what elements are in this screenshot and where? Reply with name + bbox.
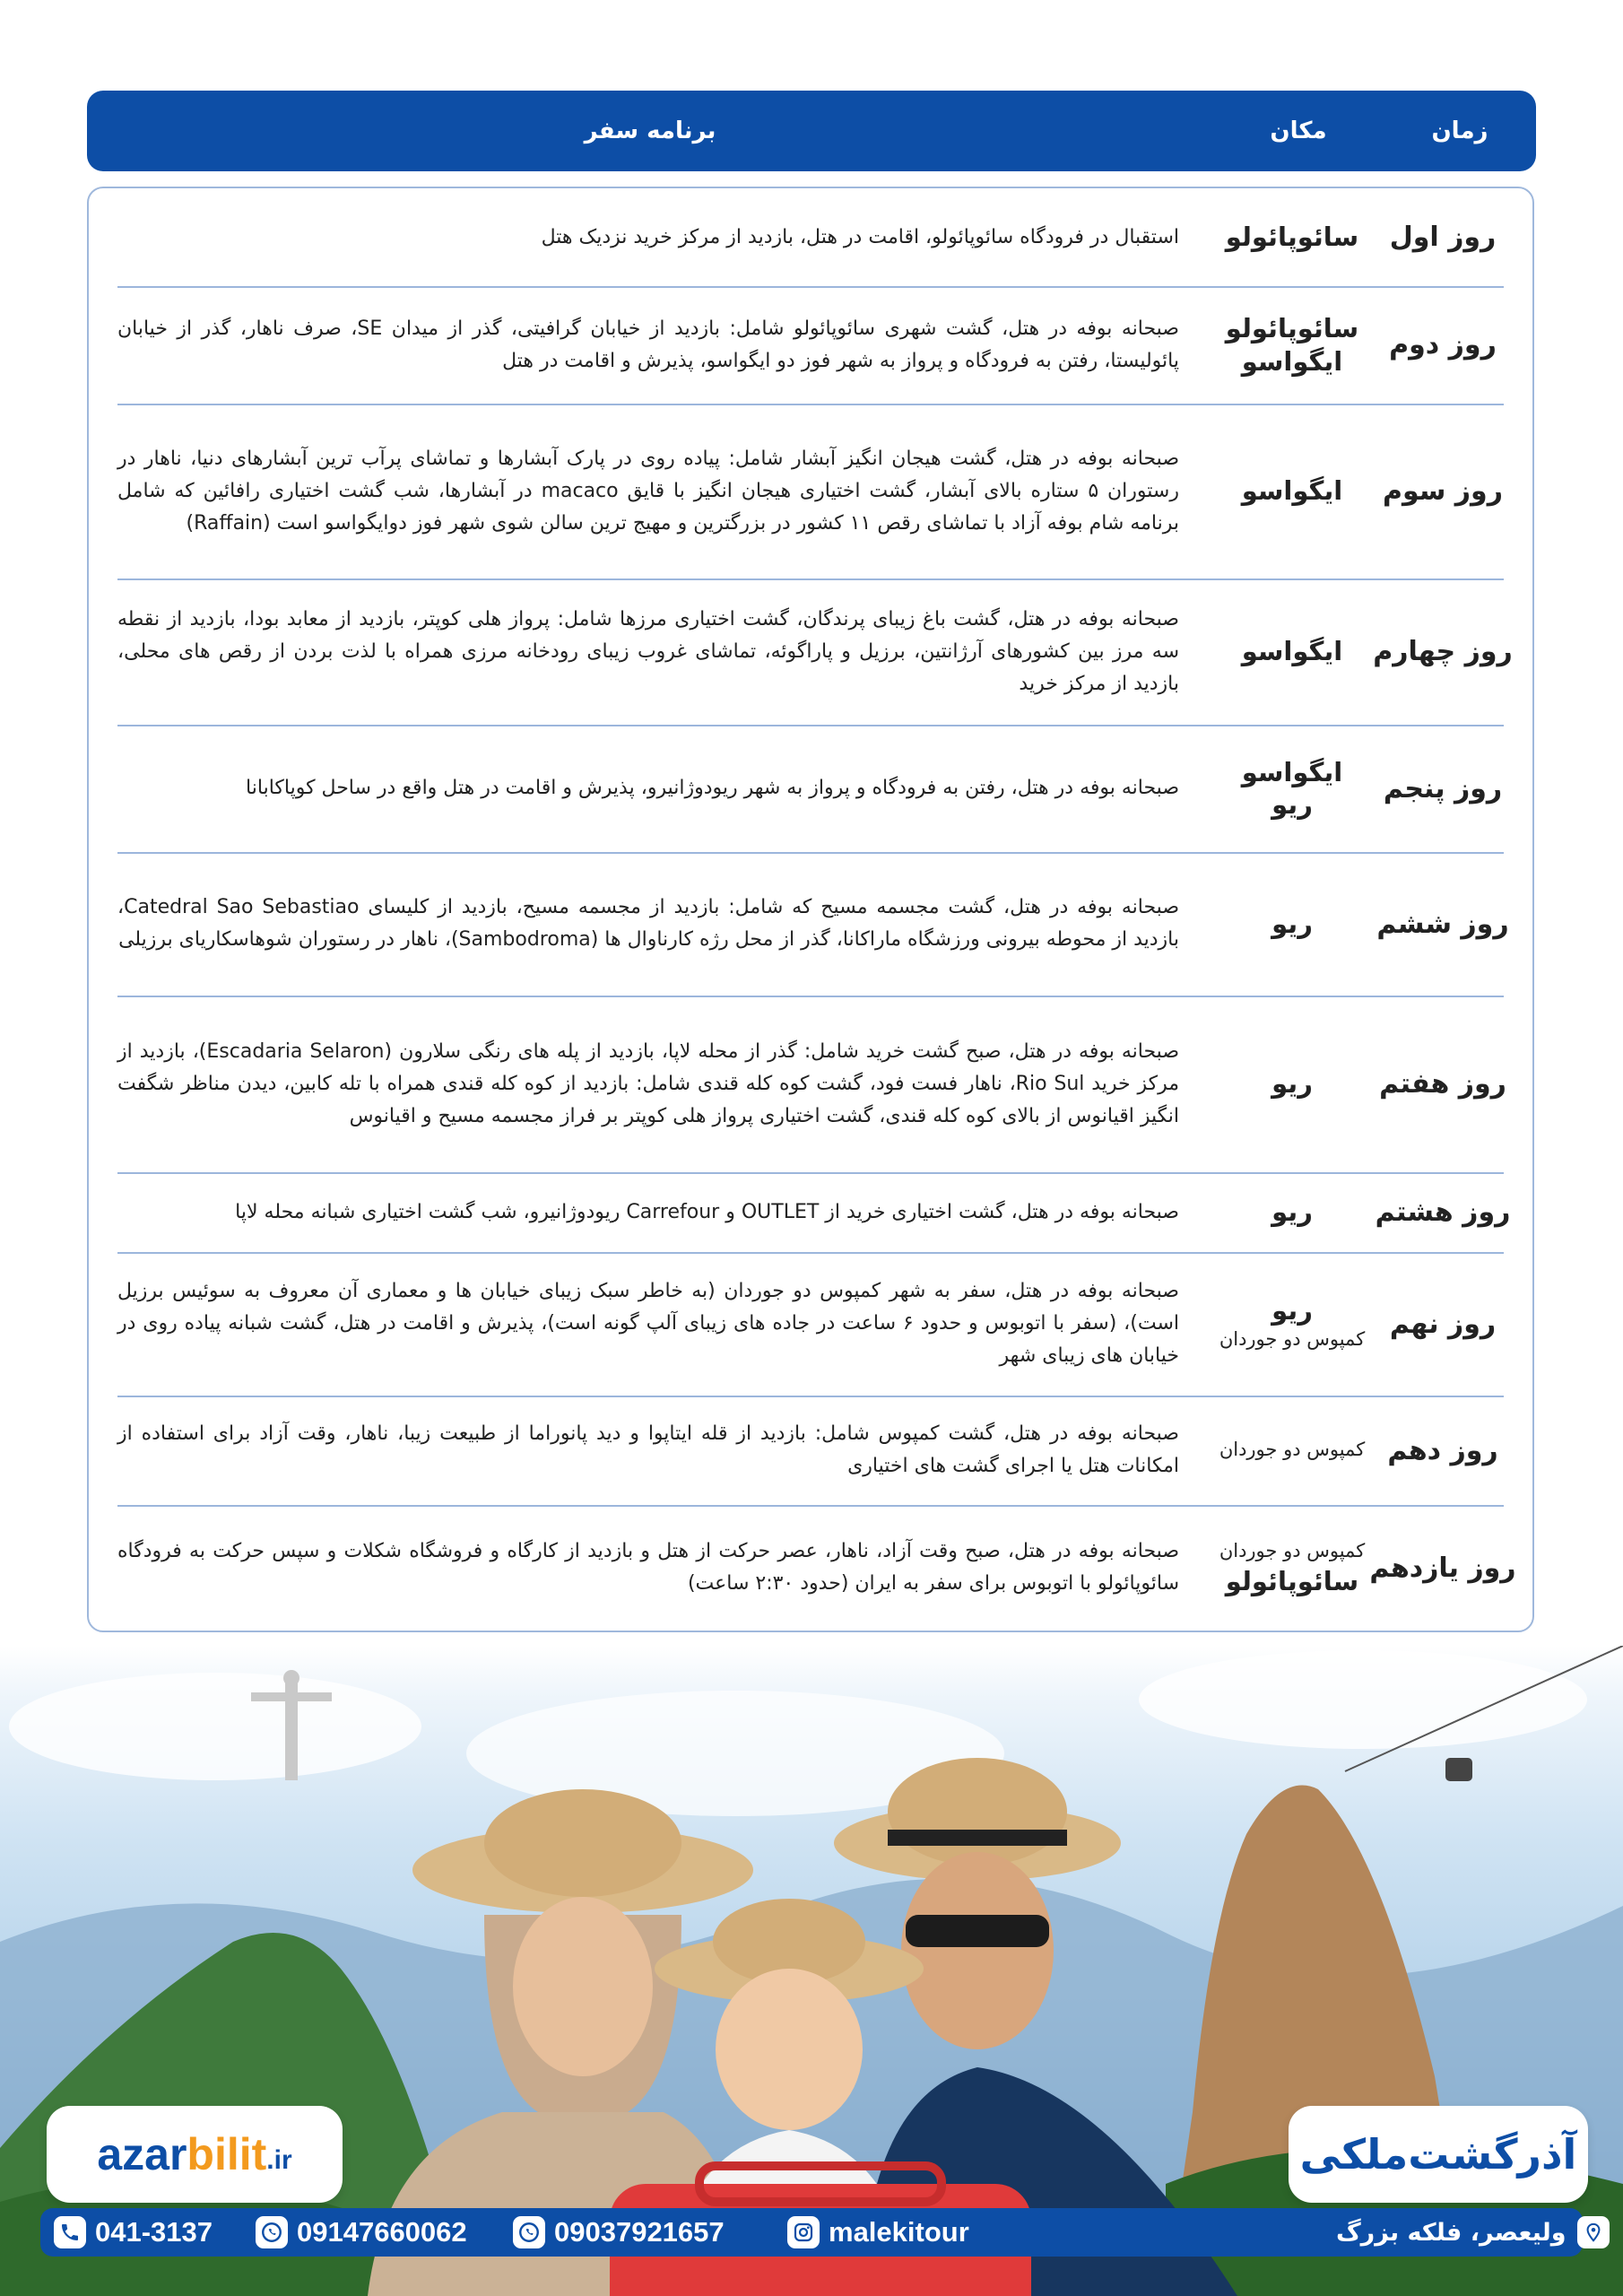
- logo-part-azar: azar: [97, 2129, 187, 2179]
- cloud: [9, 1673, 421, 1780]
- table-row: [117, 286, 1504, 405]
- day-label: روز هفتم: [1379, 1068, 1506, 1100]
- day-description: صبحانه بوفه در هتل، گشت اختیاری خرید از OUTLET و Carrefour ریودوژانیرو، شب گشت اختیاری شبانه محله لاپا: [235, 1200, 1179, 1223]
- place-cell: [1202, 725, 1382, 852]
- place-name: سائوپائولو: [1225, 313, 1359, 344]
- day-label: روز نهم: [1389, 1308, 1497, 1340]
- place-subtitle: کمپوس دو جوردان: [1219, 1328, 1366, 1351]
- itinerary-table: [87, 187, 1534, 1632]
- father-sunglasses: [906, 1915, 1049, 1947]
- instagram-contact[interactable]: [787, 2208, 969, 2257]
- place-name: ریو: [1271, 1295, 1313, 1326]
- place-name: ایگواسو: [1241, 475, 1343, 507]
- christ-statue-arms: [251, 1692, 332, 1701]
- table-row: [117, 1252, 1504, 1397]
- place-name-secondary: ریو: [1271, 789, 1313, 820]
- day-label: روز دهم: [1387, 1434, 1498, 1466]
- location-pin-icon: [1577, 2216, 1610, 2248]
- place-name: ریو: [1271, 1068, 1313, 1100]
- day-description: صبحانه بوفه در هتل، گشت مجسمه مسیح که شامل: بازدید از مجسمه مسیح، بازدید از کلیسای Catedral Sao Sebastiao، بازدید از محوطه بیرونی ورزشگاه ماراکانا، گذر از محل رژه کارناوال ها (Sambodroma)، ناهار در رستوران شوهاسکاریای برزیلی: [117, 896, 1180, 951]
- place-cell: [1202, 1252, 1382, 1396]
- phone-number: 09037921657: [554, 2216, 725, 2248]
- place-cell: [1202, 1172, 1382, 1252]
- logo-text: آذرگشت‌ملکی: [1299, 2130, 1577, 2179]
- phone-icon: [54, 2216, 86, 2248]
- instagram-handle: malekitour: [829, 2216, 969, 2248]
- day-label: روز ششم: [1376, 908, 1509, 940]
- place-name: ریو: [1271, 908, 1313, 939]
- place-cell: [1202, 1505, 1382, 1631]
- azargasht-logo: [1289, 2106, 1588, 2203]
- place-subtitle: کمپوس دو جوردان: [1219, 1540, 1366, 1562]
- day-label: روز دوم: [1389, 329, 1497, 361]
- table-row: [117, 996, 1504, 1174]
- mother-face: [513, 1897, 653, 2076]
- day-description: صبحانه بوفه در هتل، گشت کمپوس شامل: بازدید از قله ایتاپوا و دید پانوراما از طبیعت زیبا، ناهار، وقت آزاد برای استفاده از امکانات هتل یا اجرای گشت های اختیاری: [117, 1422, 1179, 1477]
- header-place: مکان: [1270, 117, 1327, 144]
- table-row: [117, 852, 1509, 997]
- logo-part-ir: .ir: [266, 2145, 292, 2175]
- instagram-icon: [787, 2216, 820, 2248]
- cable-car: [1445, 1758, 1472, 1781]
- header-plan: برنامه سفر: [584, 117, 716, 144]
- mother-hat-crown: [484, 1789, 681, 1897]
- header-time: زمان: [1431, 117, 1488, 144]
- place-cell: [1202, 1396, 1382, 1505]
- day-description: صبحانه بوفه در هتل، گشت شهری سائوپائولو شامل: بازدید از خیابان گرافیتی، گذر از میدان SE، صرف ناهار، گذر از خیابان پائولیستا، رفتن به فرودگاه و پرواز به شهر فوز دو ایگواسو، پذیرش و اقامت در هتل: [117, 317, 1179, 372]
- day-description: صبحانه بوفه در هتل، صبح وقت آزاد، ناهار، عصر حرکت از هتل و بازدید از کارگاه و فروشگاه شکلات و سپس حرکت به فرودگاه سائوپائولو با اتوبوس برای سفر به ایران (حدود ۲:۳۰ ساعت): [117, 1540, 1179, 1595]
- whatsapp-icon: [513, 2216, 545, 2248]
- place-cell: [1202, 852, 1382, 996]
- phone-number: 041-3137: [95, 2216, 213, 2248]
- place-subtitle: کمپوس دو جوردان: [1219, 1439, 1366, 1461]
- child-face: [716, 1969, 863, 2130]
- place-name: ریو: [1271, 1196, 1313, 1228]
- place-cell: [1202, 404, 1382, 578]
- day-description: صبحانه بوفه در هتل، سفر به شهر کمپوس دو جوردان (به خاطر سبک زیبای خیابان ها و معماری آن معروف به سوئیس برزیل است)، (سفر با اتوبوس و حدود ۶ ساعت در جاده های زیبای آلپ گونه است)، پذیرش و اقامت در هتل، گشت شبانه پیاده روی در خیابان های زیبای شهر: [117, 1280, 1179, 1367]
- logo-part-bilit: bilit: [187, 2129, 267, 2179]
- cloud: [1139, 1650, 1587, 1749]
- place-cell: [1202, 996, 1382, 1172]
- day-description: صبحانه بوفه در هتل، رفتن به فرودگاه و پرواز به شهر ریودوژانیرو، پذیرش و اقامت در هتل واقع در ساحل کوپاکابانا: [246, 777, 1179, 799]
- place-cell: [1202, 578, 1382, 725]
- whatsapp-contact-1[interactable]: [513, 2208, 725, 2257]
- address-text: ولیعصر، فلکه بزرگ: [1336, 2218, 1567, 2247]
- father-hat-band: [888, 1830, 1067, 1846]
- day-description: صبحانه بوفه در هتل، صبح گشت خرید شامل: گذر از محله لاپا، بازدید از پله های رنگی سلارون (Escadaria Selaron)، بازدید از مرکز خرید Rio Sul، ناهار فست فود، گشت کوه کله قندی شامل: بازدید از کوه کله قندی همراه با تله کابین، دیدن مناظر شگفت انگیز اقیانوس از بالای کوه کله قندی، گشت اختیاری پرواز هلی کوپتر بر فراز مجسمه مسیح و اقیانوس: [117, 1039, 1179, 1127]
- table-row: [117, 578, 1513, 726]
- table-row: [117, 404, 1504, 580]
- table-row: [117, 1505, 1516, 1631]
- day-description: صبحانه بوفه در هتل، گشت هیجان انگیز آبشار شامل: پیاده روی در پارک آبشارها و تماشای پرآب ترین آبشارهای دنیا، ناهار در رستوران ۵ ستاره بالای آبشار، گشت اختیاری هیجان انگیز با قایق macaco در آبشارها، شب گشت اختیاری رافائین که شامل برنامه شام بوفه آزاد با تماشای رقص ۱۱ کشور در بزرگترین و مهیج ترین سالن شوی شهر فوز دوایگواسو است (Raffain): [117, 447, 1179, 535]
- azarbilit-logo: [47, 2106, 343, 2203]
- whatsapp-contact-2[interactable]: [256, 2208, 467, 2257]
- place-name-secondary: ایگواسو: [1241, 345, 1343, 377]
- christ-statue-head: [283, 1670, 299, 1686]
- day-label: روز یازدهم: [1369, 1552, 1516, 1584]
- table-row: [117, 725, 1504, 854]
- itinerary-header: [87, 91, 1536, 171]
- table-row: [117, 1172, 1511, 1254]
- father-hat-crown: [888, 1758, 1067, 1866]
- day-description: استقبال در فرودگاه سائوپائولو، اقامت در هتل، بازدید از مرکز خرید نزدیک هتل: [541, 225, 1179, 248]
- whatsapp-icon: [256, 2216, 288, 2248]
- place-cell: [1202, 286, 1382, 404]
- day-label: روز پنجم: [1383, 772, 1503, 804]
- table-row: [117, 188, 1504, 288]
- place-name: ایگواسو: [1241, 756, 1343, 787]
- place-name: ایگواسو: [1241, 636, 1343, 667]
- day-label: روز هشتم: [1375, 1196, 1511, 1228]
- place-name: سائوپائولو: [1225, 1565, 1359, 1596]
- day-label: روز سوم: [1383, 475, 1503, 507]
- address-contact[interactable]: [1336, 2208, 1610, 2257]
- phone-contact-3[interactable]: [54, 2208, 213, 2257]
- place-cell: [1202, 188, 1382, 286]
- father-face: [901, 1852, 1054, 2049]
- table-row: [117, 1396, 1504, 1507]
- day-description: صبحانه بوفه در هتل، گشت باغ زیبای پرندگان، گشت اختیاری مرزها شامل: پرواز هلی کوپتر، بازدید از معابد بودا، بازدید از نقطه سه مرز بین کشورهای آرژانتین، برزیل و پاراگوئه، تماشای غروب زیبای رودخانه مرزی همراه با لذت بردن از رقص های محلی، بازدید از مرکز خرید: [117, 607, 1179, 695]
- day-label: روز چهارم: [1373, 636, 1513, 667]
- phone-number: 09147660062: [297, 2216, 467, 2248]
- place-name: سائوپائولو: [1225, 222, 1359, 253]
- day-label: روز اول: [1389, 222, 1497, 253]
